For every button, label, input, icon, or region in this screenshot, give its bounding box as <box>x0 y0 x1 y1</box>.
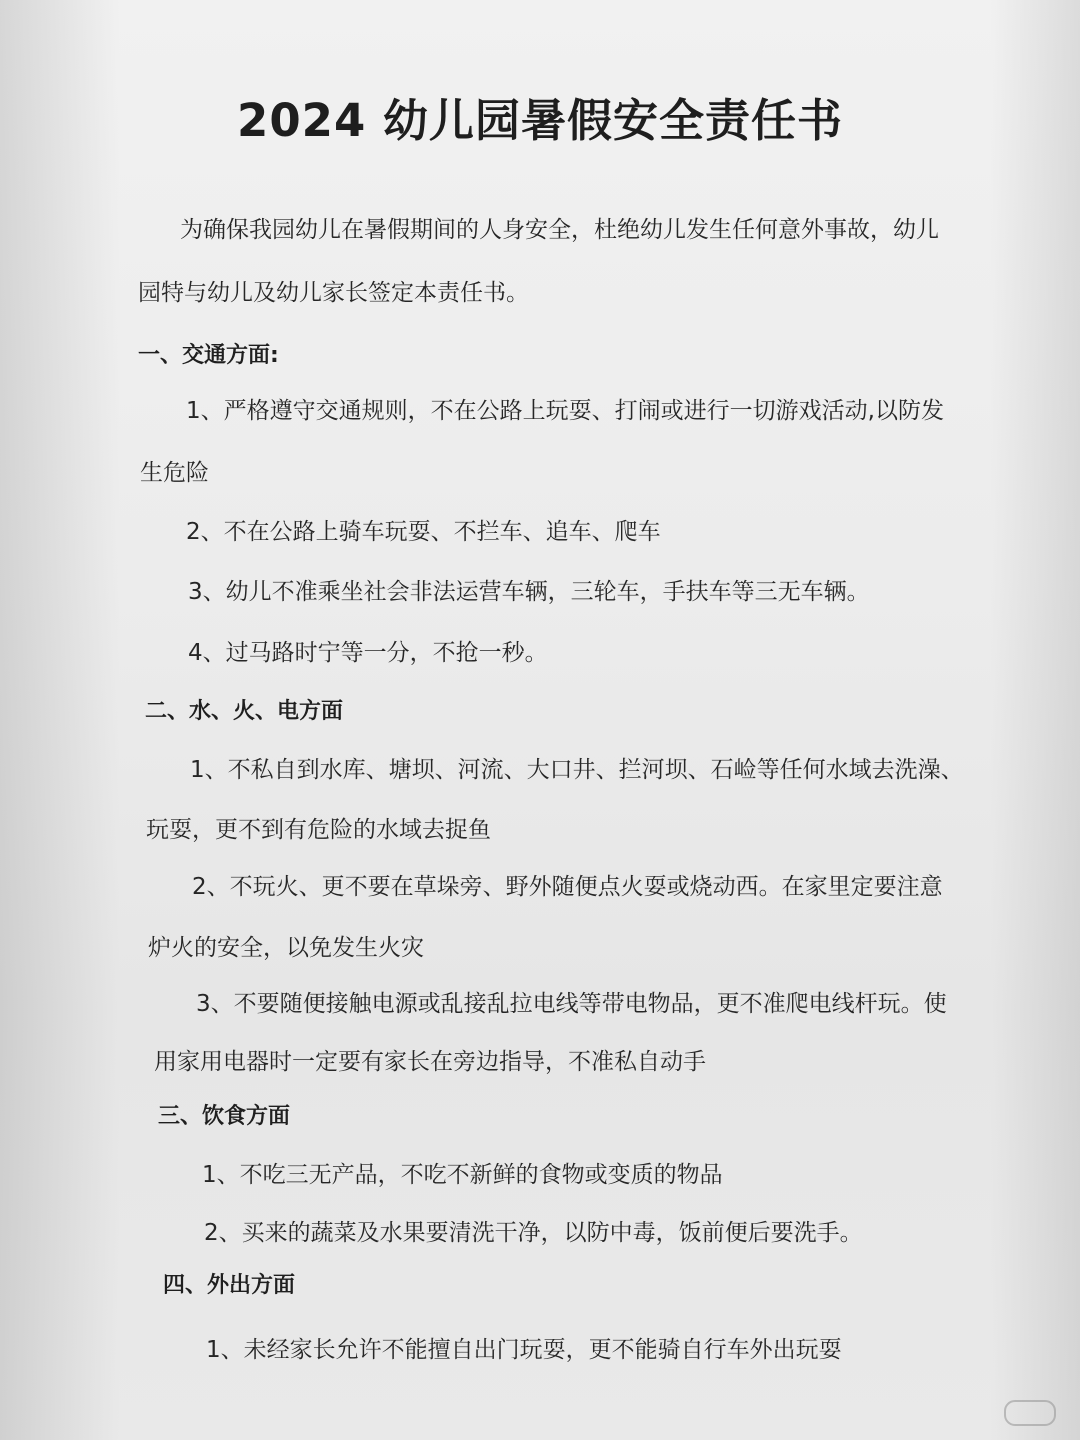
section-heading-food: 三、饮食方面 <box>158 1104 291 1129</box>
document-title: 2024 幼儿园暑假安全责任书 <box>237 94 843 147</box>
water-item-1-line-1: 1、不私自到水库、塘坝、河流、大口井、拦河坝、石崄等任何水域去洗澡、 <box>190 757 964 783</box>
page-shadow-left <box>0 0 120 1440</box>
water-item-1-line-2: 玩耍，更不到有危险的水域去捉鱼 <box>146 817 491 843</box>
traffic-item-2: 2、不在公路上骑车玩耍、不拦车、追车、爬车 <box>186 519 661 545</box>
intro-line-2: 园特与幼儿及幼儿家长签定本责任书。 <box>138 280 529 306</box>
fire-item-2-line-2: 炉火的安全，以免发生火灾 <box>148 935 424 961</box>
section-heading-outing: 四、外出方面 <box>163 1273 296 1298</box>
traffic-item-1-line-2: 生危险 <box>140 460 209 486</box>
intro-line-1: 为确保我园幼儿在暑假期间的人身安全，杜绝幼儿发生任何意外事故，幼儿 <box>180 217 939 243</box>
traffic-item-1-line-1: 1、严格遵守交通规则，不在公路上玩耍、打闹或进行一切游戏活动,以防发 <box>186 398 944 424</box>
traffic-item-3: 3、幼儿不准乘坐社会非法运营车辆，三轮车，手扶车等三无车辆。 <box>188 579 870 605</box>
fire-item-2-line-1: 2、不玩火、更不要在草垛旁、野外随便点火耍或烧动西。在家里定要注意 <box>192 874 943 900</box>
electric-item-3-line-1: 3、不要随便接触电源或乱接乱拉电线等带电物品，更不准爬电线杆玩。使 <box>196 991 947 1017</box>
food-item-2: 2、买来的蔬菜及水果要清洗干净，以防中毒，饭前便后要洗手。 <box>204 1220 863 1246</box>
page-shadow-right <box>990 0 1080 1440</box>
traffic-item-4: 4、过马路时宁等一分，不抢一秒。 <box>188 640 548 666</box>
electric-item-3-line-2: 用家用电器时一定要有家长在旁边指导，不准私自动手 <box>154 1049 706 1075</box>
section-heading-water-fire-electric: 二、水、火、电方面 <box>145 699 344 724</box>
section-heading-traffic: 一、交通方面: <box>138 343 279 368</box>
watermark-icon <box>1004 1400 1056 1426</box>
outing-item-1: 1、未经家长允许不能擅自出门玩耍，更不能骑自行车外出玩耍 <box>206 1337 842 1363</box>
food-item-1: 1、不吃三无产品，不吃不新鲜的食物或变质的物品 <box>202 1162 723 1188</box>
